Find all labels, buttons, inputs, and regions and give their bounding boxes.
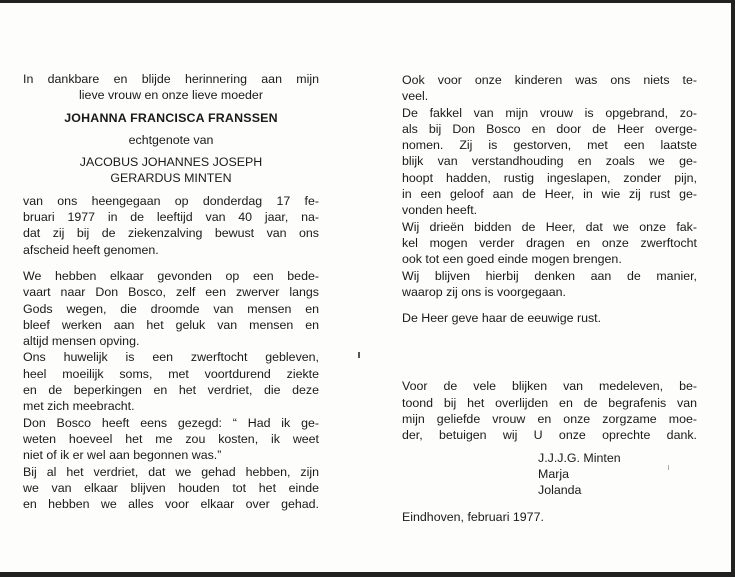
paragraph-line: we van elkaar blijven houden tot het einde xyxy=(23,480,319,495)
signatures xyxy=(402,450,697,499)
paragraph-line: blijk van verstandhouding en zoals we ge- xyxy=(402,154,697,169)
paragraph-line: Ons huwelijk is een zwerftocht gebleven, xyxy=(23,350,319,365)
paragraph-line: bruari 1977 in de leeftijd van 40 jaar, na- xyxy=(23,210,319,225)
signature-name: Jolanda xyxy=(538,483,582,498)
paragraph-line: en hebben we alles voor elkaar over gehad. xyxy=(23,497,319,512)
paragraph-line: weten hoeveel het me zou kosten, ik weet xyxy=(23,431,319,446)
paragraph-line: Wij blijven hierbij denken aan de manier, xyxy=(402,268,697,283)
paragraph-line: van ons heengegaan op donderdag 17 fe- xyxy=(23,193,319,208)
faith-paragraph xyxy=(402,72,697,300)
signature-name: J.J.J.G. Minten xyxy=(538,450,621,465)
scan-edge-bottom xyxy=(0,572,735,577)
paragraph-line: Ook voor onze kinderen was ons niets te- xyxy=(402,73,697,87)
thanks-paragraph xyxy=(402,378,697,443)
paragraph-line: vaart naar Don Bosco, zelf een zwerver langs xyxy=(23,285,319,300)
intro-line: In dankbare en blijde herinnering aan mijn xyxy=(23,72,319,86)
paragraph-line: in een geloof aan de Heer, in wie zij rust ge- xyxy=(402,187,697,202)
paragraph-line: hoopt hadden, rustig ingeslapen, zonder pijn, xyxy=(402,170,697,185)
paragraph-line: Don Bosco heeft eens gezegd: “ Had ik ge- xyxy=(23,415,319,430)
left-column xyxy=(23,71,319,512)
passing-paragraph xyxy=(23,193,319,258)
spouse-name xyxy=(23,154,319,187)
scan-edge-right xyxy=(731,0,735,577)
paragraph-line: toond bij het overlijden en de begrafenis van xyxy=(402,395,697,410)
paragraph-line: We hebben elkaar gevonden op een bede- xyxy=(23,268,319,283)
paragraph-line: Gods wegen, die droomde van mensen en xyxy=(23,301,319,316)
fold-mark xyxy=(358,352,360,358)
paragraph-line: heel moeilijk soms, met voortdurend ziekte xyxy=(23,366,319,381)
intro-line: lieve vrouw en onze lieve moeder xyxy=(79,88,263,103)
paragraph-line: afscheid heeft genomen. xyxy=(23,242,159,257)
deceased-name: JOHANNA FRANCISCA FRANSSEN xyxy=(64,110,278,125)
paragraph-line: en de beperkingen en het verdriet, die deze xyxy=(23,383,319,398)
right-column xyxy=(402,72,697,525)
paragraph-line: De fakkel van mijn vrouw is opgebrand, zo- xyxy=(402,105,697,120)
paragraph-line: nomen. Zij is gestorven, met een laatste xyxy=(402,138,697,153)
paragraph-line: altijd mensen opving. xyxy=(23,334,140,349)
spouse-name-line: GERARDUS MINTEN xyxy=(110,171,232,186)
paragraph-line: als bij Don Bosco en door de Heer overge- xyxy=(402,121,697,136)
signature-name: Marja xyxy=(538,466,569,481)
paragraph-line: mijn geliefde vrouw en onze zorgzame moe- xyxy=(402,412,697,427)
spouse-name-line: JACOBUS JOHANNES JOSEPH xyxy=(79,155,263,170)
paragraph-line: dat zij bij de ziekenzalving bewust van ons xyxy=(23,226,319,241)
paragraph-line: bleef werken aan het geluk van mensen en xyxy=(23,317,319,332)
place-date: Eindhoven, februari 1977. xyxy=(402,509,544,524)
story-paragraph xyxy=(23,268,319,512)
paragraph-line: veel. xyxy=(402,89,429,104)
paragraph-line: Bij al het verdriet, dat we gehad hebben, zijn xyxy=(23,464,319,479)
paragraph-line: met zich meebracht. xyxy=(23,399,135,414)
paragraph-line: Wij drieën bidden de Heer, dat we onze fak- xyxy=(402,219,697,234)
paragraph-line: kel mogen verder dragen en onze zwerftocht xyxy=(402,235,697,250)
prayer-line: De Heer geve haar de eeuwige rust. xyxy=(402,311,602,326)
paragraph-line: Voor de vele blijken van medeleven, be- xyxy=(402,379,697,394)
paragraph-line: ook tot een goed einde mogen brengen. xyxy=(402,252,622,267)
paragraph-line: der, betuigen wij U onze oprechte dank. xyxy=(402,428,697,443)
paragraph-line: vonden heeft. xyxy=(402,203,478,218)
spouse-intro: echtgenote van xyxy=(128,132,214,147)
intro-text xyxy=(23,71,319,104)
paragraph-line: waarop zij ons is voorgegaan. xyxy=(402,284,566,299)
paragraph-line: niet of ik er wel aan begonnen was.” xyxy=(23,448,222,463)
scan-edge-top xyxy=(0,0,735,3)
